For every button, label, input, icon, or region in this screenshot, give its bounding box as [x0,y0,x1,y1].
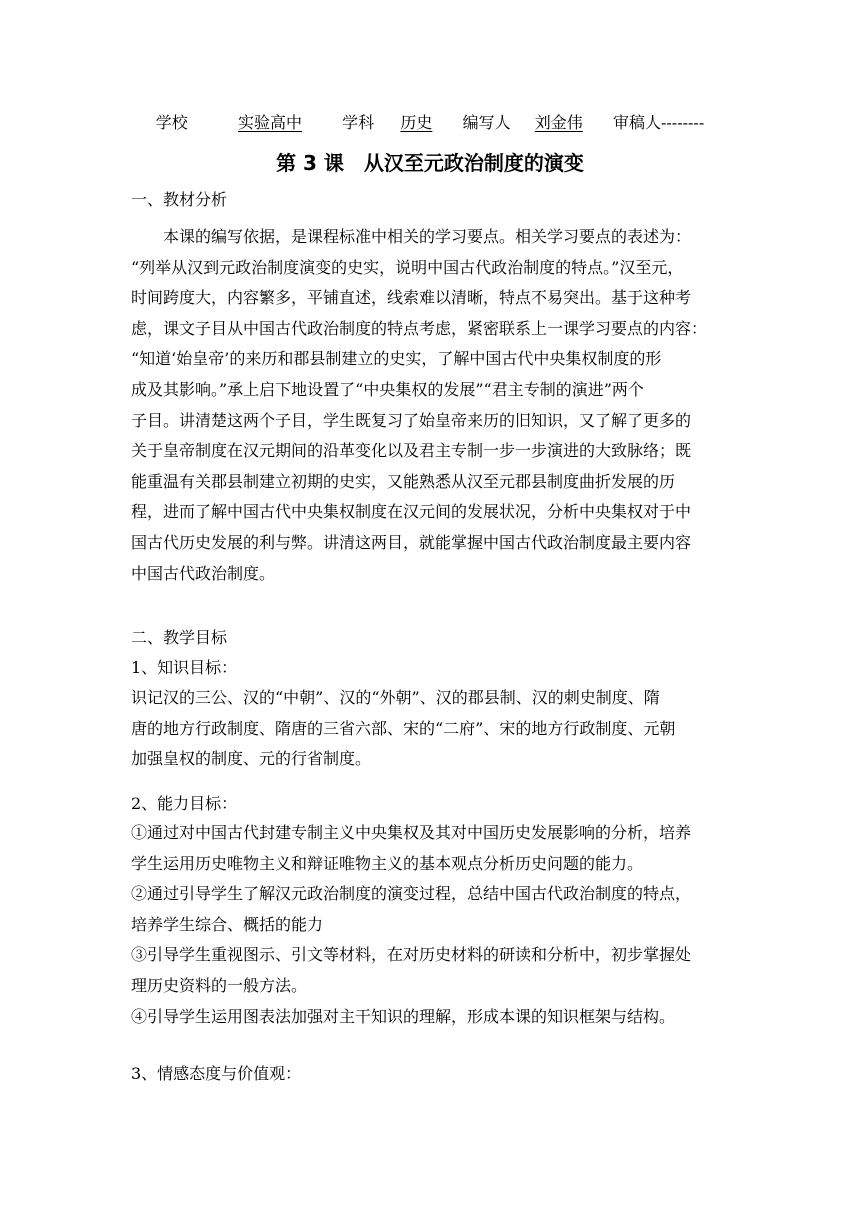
paragraph-line: ①通过对中国古代封建专制主义中央集权及其对中国历史发展影响的分析，培养 [131,823,692,842]
paragraph-line: 虑，课文子目从中国古代政治制度的特点考虑，紧密联系上一课学习要点的内容： [131,318,708,338]
paragraph-line: 能重温有关郡县制建立初期的史实，又能熟悉从汉至元郡县制度曲折发展的历 [131,471,676,491]
paragraph-line: ④引导学生运用图表法加强对主干知识的理解，形成本课的知识框架与结构。 [131,1006,676,1026]
author-label: 编写人 [462,113,511,132]
paragraph-line: 成及其影响。”承上启下地设置了“中央集权的发展”“君主专制的演进”两个 [131,379,644,399]
subheading-ability-goals: 2、能力目标： [131,794,238,813]
paragraph-line: 理历史资料的一般方法。 [131,975,308,995]
school-value: 实验高中 [237,113,302,132]
section-heading-textbook-analysis: 一、教材分析 [131,190,228,209]
paragraph-line: 识记汉的三公、汉的“中朝”、汉的“外朝”、汉的郡县制、汉的刺史制度、隋 [131,688,660,707]
paragraph-line: 子目。讲清楚这两个子目，学生既复习了始皇帝来历的旧知识，又了解了更多的 [131,410,692,430]
paragraph-line: ③引导学生重视图示、引文等材料，在对历史材料的研读和分析中，初步掌握处 [131,945,692,965]
paragraph-line: 学生运用历史唯物主义和辩证唯物主义的基本观点分析历史问题的能力。 [131,853,644,873]
section-heading-teaching-goals: 二、教学目标 [131,628,228,647]
paragraph-line: 时间跨度大，内容繁多，平铺直述，线索难以清晰，特点不易突出。基于这种考 [131,288,692,308]
ability-goals-paragraph [131,818,739,1032]
author-value: 刘金伟 [534,113,583,132]
paragraph-line: 中国古代政治制度。 [131,563,276,583]
subject-value: 历史 [400,113,433,132]
paragraph-line: 本课的编写依据，是课程标准中相关的学习要点。相关学习要点的表述为： [131,227,692,246]
school-label: 学校 [155,113,188,132]
paragraph-line: 关于皇帝制度在汉元期间的沿革变化以及君主专制一步一步演进的大致脉络；既 [131,441,692,461]
subject-label: 学科 [342,113,375,132]
knowledge-goals-paragraph [131,683,739,775]
paragraph-line: “列举从汉到元政治制度演变的史实，说明中国古代政治制度的特点。”汉至元， [131,257,684,277]
document-header [0,110,860,133]
subheading-knowledge-goals: 1、知识目标： [131,658,238,677]
lesson-title: 第 3 课 从汉至元政治制度的演变 [276,151,584,175]
paragraph-line: “知道‘始皇帝’的来历和郡县制建立的史实，了解中国古代中央集权制度的形 [131,349,662,369]
paragraph-line: 唐的地方行政制度、隋唐的三省六部、宋的“二府”、宋的地方行政制度、元朝 [131,718,676,738]
reviewer-label: 审稿人-------- [612,113,705,132]
subheading-emotional-values: 3、情感态度与价值观： [131,1064,302,1083]
paragraph-line: ②通过引导学生了解汉元政治制度的演变过程，总结中国古代政治制度的特点， [131,884,692,904]
paragraph-line: 培养学生综合、概括的能力 [131,914,324,934]
paragraph-line: 程，进而了解中国古代中央集权制度在汉元间的发展状况，分析中央集权对于中 [131,502,692,522]
paragraph-line: 加强皇权的制度、元的行省制度。 [131,749,372,769]
textbook-analysis-paragraph [131,222,739,589]
paragraph-line: 国古代历史发展的利与弊。讲清这两目，就能掌握中国古代政治制度最主要内容 [131,532,692,552]
